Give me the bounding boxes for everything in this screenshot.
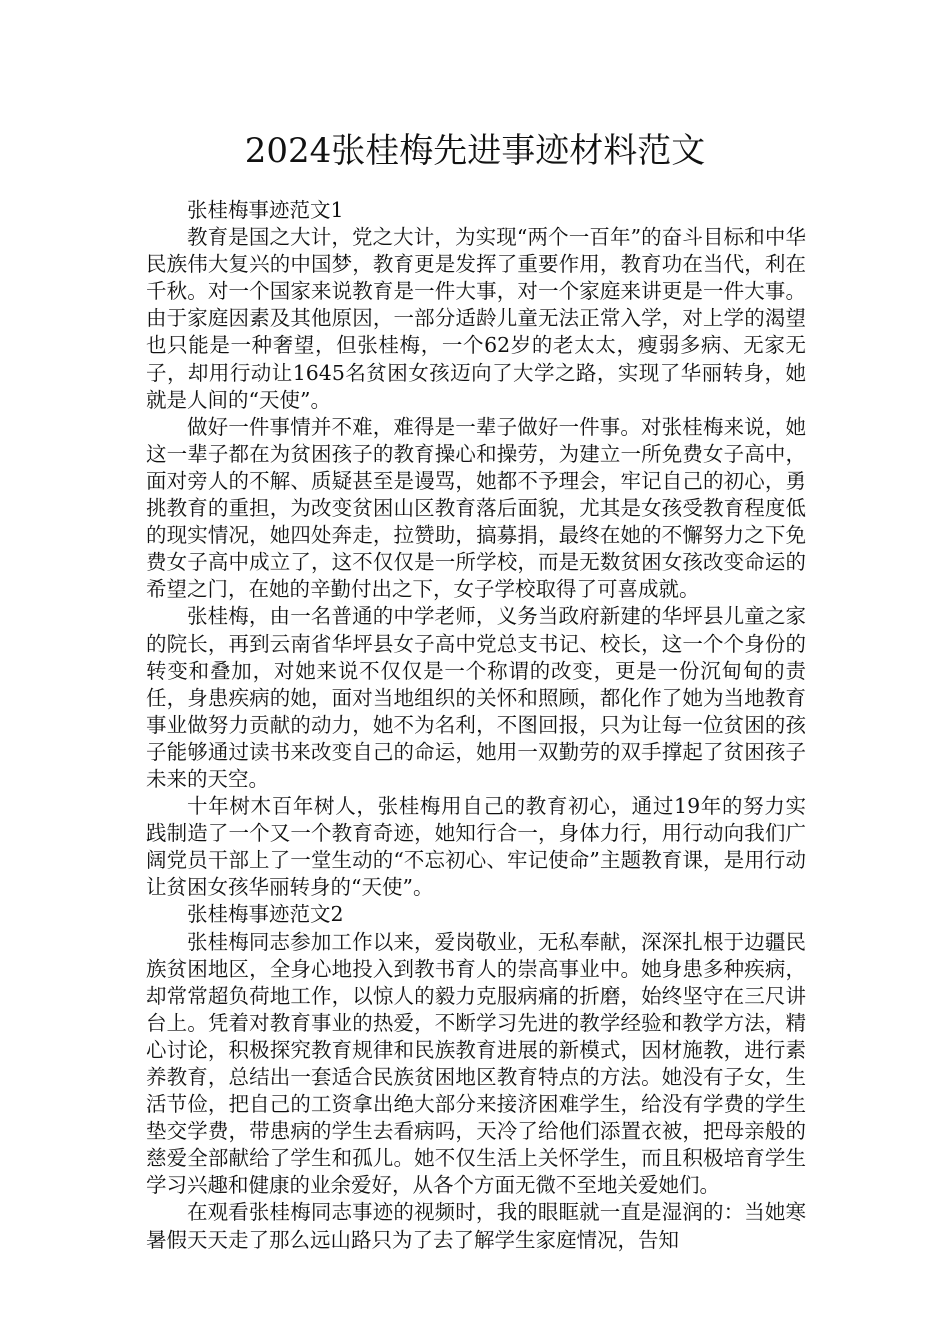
- paragraph: 做好一件事情并不难，难得是一辈子做好一件事。对张桂梅来说，她这一辈子都在为贫困孩子的教育操心和操劳，为建立一所免费女子高中，面对旁人的不解、质疑甚至是谩骂，她都不予理会，牢记自己的初心，勇挑教育的重担，为改变贫困山区教育落后面貌，尤其是女孩受教育程度低的现实情况，她四处奔走，拉赞助，搞募捐，最终在她的不懈努力之下免费女子高中成立了，这不仅仅是一所学校，而是无数贫困女孩改变命运的希望之门，在她的辛勤付出之下，女子学校取得了可喜成就。: [146, 414, 806, 602]
- section-heading: 张桂梅事迹范文1: [187, 198, 344, 222]
- paragraph: 张桂梅，由一名普通的中学老师，义务当政府新建的华坪县儿童之家的院长，再到云南省华坪县女子高中党总支书记、校长，这一个个身份的转变和叠加，对她来说不仅仅是一个称谓的改变，更是一份沉甸甸的责任，身患疾病的她，面对当地组织的关怀和照顾，都化作了她为当地教育事业做努力贡献的动力，她不为名利，不图回报，只为让每一位贫困的孩子能够通过读书来改变自己的命运，她用一双勤劳的双手撑起了贫困孩子未来的天空。: [146, 604, 806, 791]
- document-body: [146, 197, 806, 1254]
- paragraph: 张桂梅同志参加工作以来，爱岗敬业，无私奉献，深深扎根于边疆民族贫困地区，全身心地投入到教书育人的崇高事业中。她身患多种疾病，却常常超负荷地工作，以惊人的毅力克服病痛的折磨，始终坚守在三尺讲台上。凭着对教育事业的热爱，不断学习先进的教学经验和教学方法，精心讨论，积极探究教育规律和民族教育进展的新模式，因材施教，进行素养教育，总结出一套适合民族贫困地区教育特点的方法。她没有子女，生活节俭，把自己的工资拿出绝大部分来接济困难学生，给没有学费的学生垫交学费，带患病的学生去看病吗，天冷了给他们添置衣被，把母亲般的慈爱全部献给了学生和孤儿。她不仅生活上关怀学生，而且积极培育学生学习兴趣和健康的业余爱好，从各个方面无微不至地关爱她们。: [146, 929, 806, 1198]
- paragraph: 在观看张桂梅同志事迹的视频时，我的眼眶就一直是湿润的：当她寒暑假天天走了那么远山路只为了去了解学生家庭情况，告知: [146, 1200, 806, 1252]
- section-heading: 张桂梅事迹范文2: [187, 902, 344, 927]
- document-title: 2024张桂梅先进事迹材料范文: [244, 131, 706, 171]
- paragraph: 十年树木百年树人，张桂梅用自己的教育初心，通过19年的努力实践制造了一个又一个教育奇迹，她知行合一，身体力行，用行动向我们广阔党员干部上了一堂生动的“不忘初心、牢记使命”主题教育课，是用行动让贫困女孩华丽转身的“天使”。: [146, 794, 806, 900]
- paragraph: 教育是国之大计，党之大计，为实现“两个一百年”的奋斗目标和中华民族伟大复兴的中国梦，教育更是发挥了重要作用，教育功在当代，利在千秋。对一个国家来说教育是一件大事，对一个家庭来讲更是一件大事。由于家庭因素及其他原因，一部分适龄儿童无法正常入学，对上学的渴望也只能是一种奢望，但张桂梅，一个62岁的老太太，瘦弱多病、无家无子，却用行动让1645名贫困女孩迈向了大学之路，实现了华丽转身，她就是人间的“天使”。: [146, 225, 806, 412]
